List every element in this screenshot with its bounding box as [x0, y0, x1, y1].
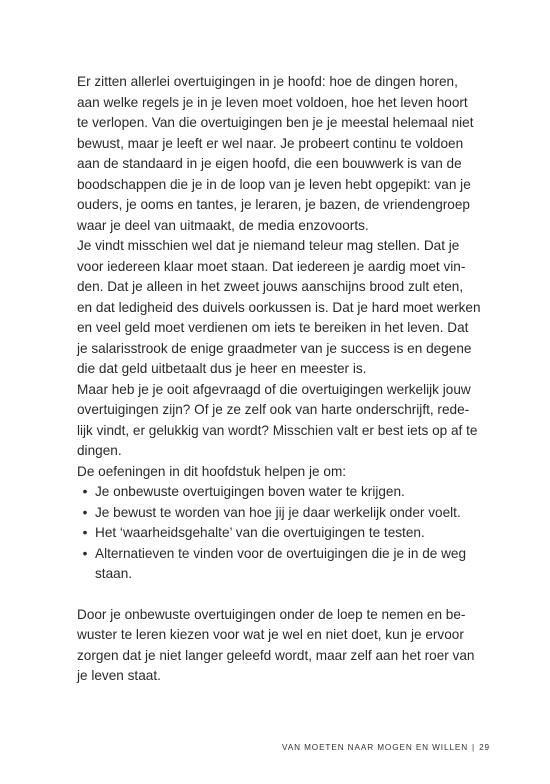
text-line: je salarisstrook de enige graadmeter van je success is en degene — [77, 340, 472, 356]
text-line: aan de standaard in je eigen hoofd, die een bouwwerk is van de — [77, 156, 462, 171]
text-line: overtuigingen zijn? Of je ze zelf ook van harte onderschrijft, rede- — [77, 402, 470, 417]
text-line: Je vindt misschien wel dat je niemand teleur mag stellen. Dat je — [77, 238, 460, 253]
list-item — [77, 523, 487, 544]
text-line: Er zitten allerlei overtuigingen in je hoofd: hoe de dingen horen, — [77, 74, 458, 89]
text-line: zorgen dat je niet langer geleefd wordt, maar zelf aan het roer van — [77, 647, 475, 663]
bullet-icon: • — [82, 525, 88, 540]
bullet-icon: • — [82, 545, 88, 561]
page-footer — [282, 743, 490, 752]
text-line: Maar heb je je ooit afgevraagd of die overtuigingen werkelijk jouw — [77, 381, 471, 397]
list-item-text: Alternatieven te vinden voor de overtuigingen die je in de weg — [95, 545, 467, 561]
exercise-list — [77, 482, 487, 585]
text-line: voor iedereen klaar moet staan. Dat iedereen je aardig moet vin- — [77, 258, 466, 274]
paragraph-gap — [77, 585, 487, 605]
exercise-intro: De oefeningen in dit hoofdstuk helpen je om: — [77, 463, 347, 479]
list-item — [77, 544, 487, 585]
list-item — [77, 482, 487, 503]
text-line: aan welke regels je in je leven moet voldoen, hoe het leven hoort — [77, 94, 468, 110]
paragraph-1 — [77, 72, 487, 236]
paragraph-4 — [77, 605, 487, 687]
text-line: wuster te leren kiezen voor wat je wel en niet doet, kun je ervoor — [77, 627, 464, 642]
bullet-icon: • — [82, 504, 88, 520]
text-line: dingen. — [77, 443, 122, 458]
list-item-text: staan. — [95, 566, 133, 581]
text-line: bewust, maar je leeft er wel naar. Je probeert continu te voldoen — [77, 135, 464, 151]
list-item — [77, 503, 487, 524]
list-item-text: Je bewust te worden van hoe jij je daar werkelijk onder voelt. — [95, 504, 461, 520]
text-line: te verlopen. Van die overtuigingen ben je je meestal helemaal niet — [77, 115, 474, 130]
page-number: 29 — [479, 743, 490, 752]
footer-separator: | — [472, 743, 476, 752]
text-line: lijk vindt, er gelukkig van wordt? Misschien valt er best iets op af te — [77, 422, 478, 438]
text-line: ouders, je ooms en tantes, je leraren, je bazen, de vriendengroep — [77, 197, 470, 212]
text-line: waar je deel van uitmaakt, de media enzovoorts. — [77, 217, 369, 233]
text-line: en veel geld moet verdienen om iets te bereiken in het leven. Dat — [77, 320, 469, 335]
text-line: den. Dat je alleen in het zweet jouws aanschijns brood zult eten, — [77, 279, 464, 294]
text-line: je leven staat. — [77, 668, 161, 683]
text-line: en dat ledigheid des duivels oorkussen is. Dat je hard moet werken — [77, 299, 481, 315]
paragraph-3 — [77, 380, 487, 462]
text-line: die dat geld uitbetaalt dus je heer en meester is. — [77, 361, 367, 376]
list-item-text: Je onbewuste overtuigingen boven water te krijgen. — [95, 484, 405, 499]
bullet-icon: • — [82, 484, 88, 499]
text-line: boodschappen die je in de loop van je leven hebt opgepikt: van je — [77, 176, 471, 192]
text-line: Door je onbewuste overtuigingen onder de loep te nemen en be- — [77, 606, 466, 622]
list-item-text: Het ‘waarheidsgehalte’ van die overtuigingen te testen. — [95, 525, 425, 540]
paragraph-2 — [77, 236, 487, 380]
running-title: VAN MOETEN NAAR MOGEN EN WILLEN — [281, 743, 469, 752]
body-text — [77, 72, 487, 687]
